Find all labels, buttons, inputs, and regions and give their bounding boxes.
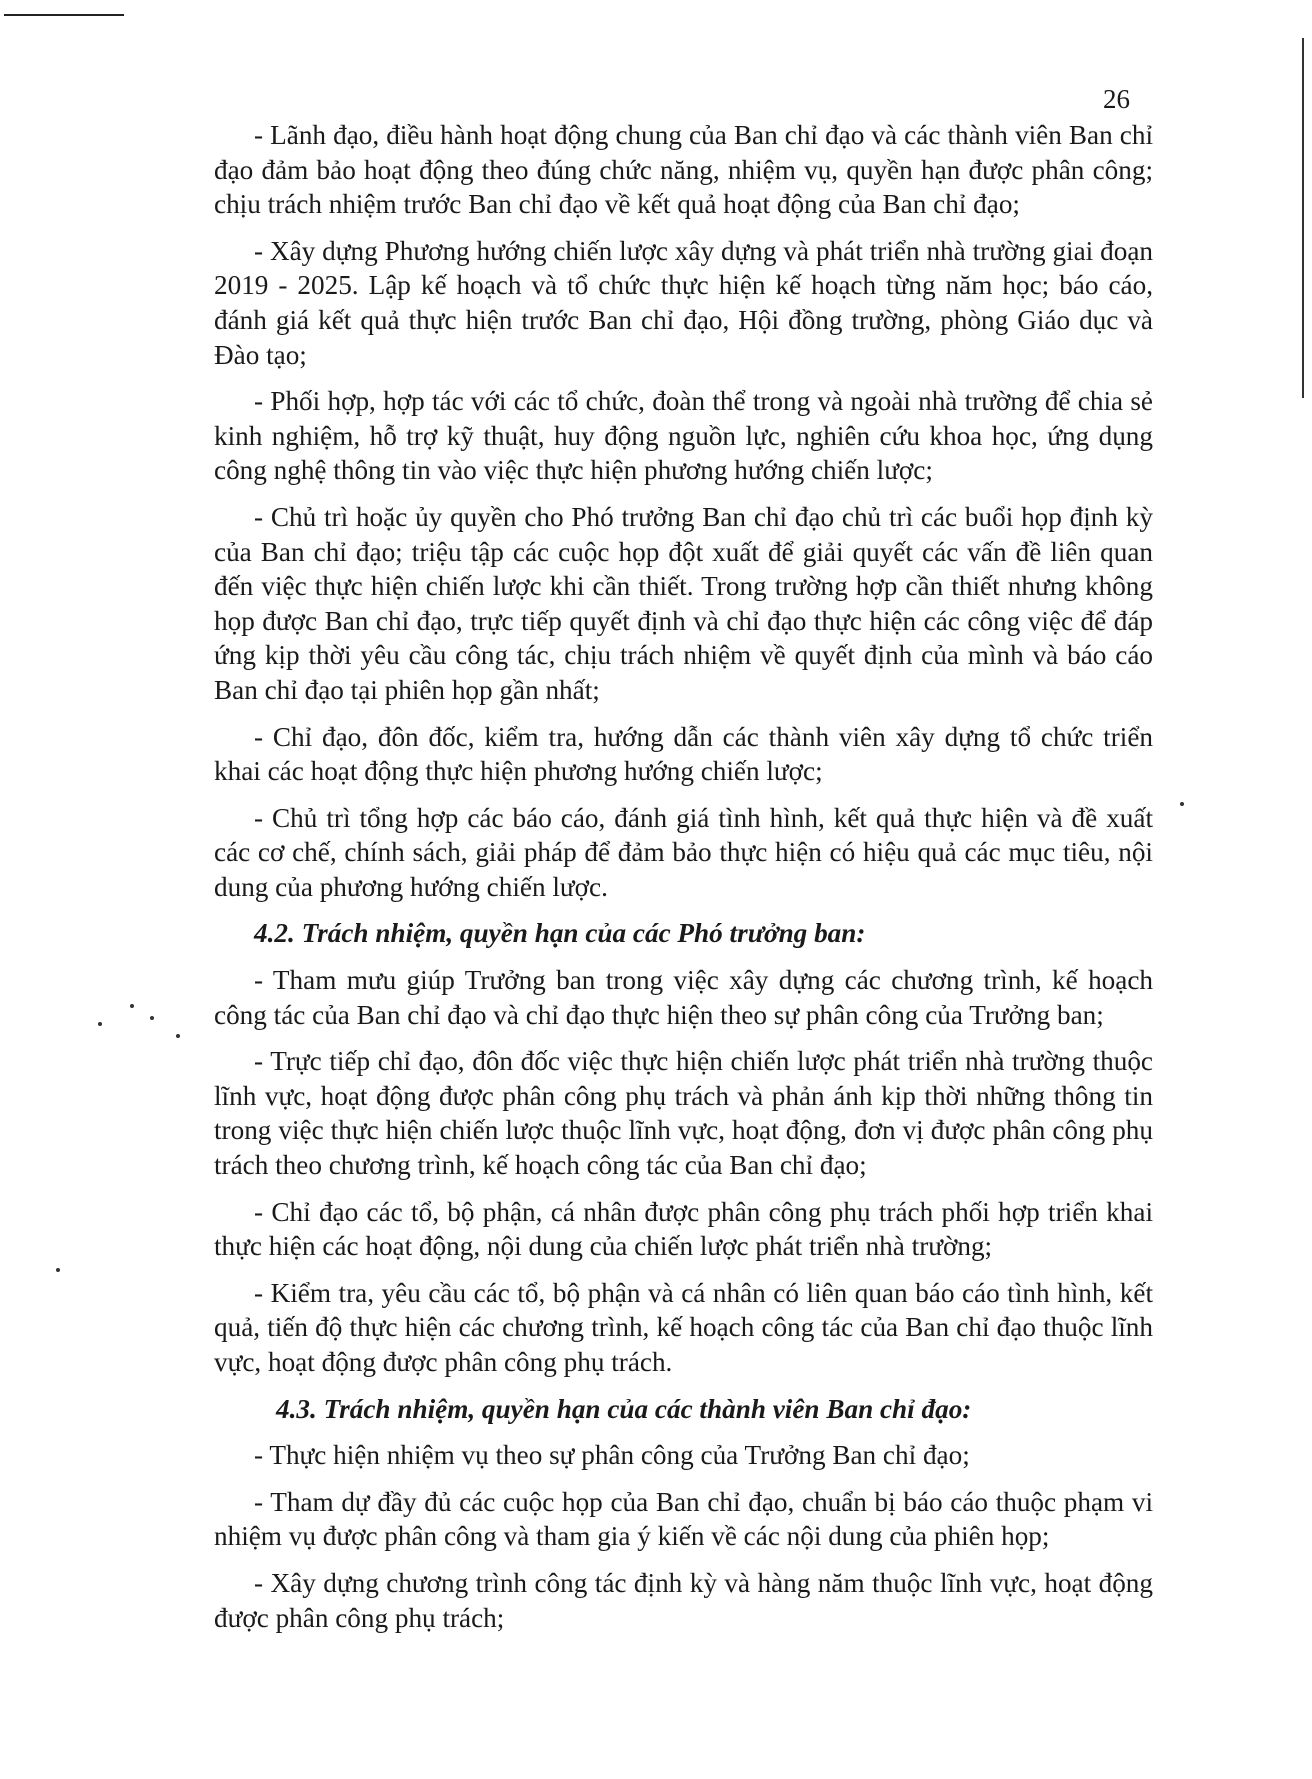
page-number: 26 <box>1103 84 1130 114</box>
paragraph: - Chỉ đạo, đôn đốc, kiểm tra, hướng dẫn các thành viên xây dựng tổ chức triển khai các hoạt động thực hiện phương hướng chiến lược; <box>214 721 1153 787</box>
paragraph: - Xây dựng chương trình công tác định kỳ và hàng năm thuộc lĩnh vực, hoạt động được phân công phụ trách; <box>214 1567 1153 1633</box>
scan-speck <box>98 1022 102 1026</box>
scan-edge-line-top <box>4 14 124 16</box>
paragraph: - Xây dựng Phương hướng chiến lược xây dựng và phát triển nhà trường giai đoạn 2019 - 2025. Lập kế hoạch và tổ chức thực hiện kế hoạch từng năm học; báo cáo, đánh giá kết quả thực hiện trước Ban chỉ đạo, Hội đồng trường, phòng Giáo dục và Đào tạo; <box>214 235 1153 370</box>
paragraph: - Tham mưu giúp Trưởng ban trong việc xây dựng các chương trình, kế hoạch công tác của Ban chỉ đạo và chỉ đạo thực hiện theo sự phân công của Trưởng ban; <box>214 965 1153 1030</box>
scan-speck <box>1180 802 1184 806</box>
paragraph: - Lãnh đạo, điều hành hoạt động chung của Ban chỉ đạo và các thành viên Ban chỉ đạo đảm bảo hoạt động theo đúng chức năng, nhiệm vụ, quyền hạn được phân công; chịu trách nhiệm trước Ban chỉ đạo về kết quả hoạt động của Ban chỉ đạo; <box>214 120 1153 220</box>
section-heading-4-2: 4.2. Trách nhiệm, quyền hạn của các Phó trưởng ban: <box>254 918 866 949</box>
paragraph: - Thực hiện nhiệm vụ theo sự phân công của Trưởng Ban chỉ đạo; <box>254 1440 970 1471</box>
scan-speck <box>150 1016 154 1020</box>
scan-speck <box>176 1034 180 1038</box>
paragraph: - Chủ trì tổng hợp các báo cáo, đánh giá tình hình, kết quả thực hiện và đề xuất các cơ chế, chính sách, giải pháp để đảm bảo thực hiện có hiệu quả các mục tiêu, nội dung của phương hướng chiến lược. <box>214 802 1153 902</box>
scan-edge-line-right <box>1302 38 1304 398</box>
paragraph: - Tham dự đầy đủ các cuộc họp của Ban chỉ đạo, chuẩn bị báo cáo thuộc phạm vi nhiệm vụ được phân công và tham gia ý kiến về các nội dung của phiên họp; <box>214 1486 1153 1552</box>
paragraph: - Phối hợp, hợp tác với các tổ chức, đoàn thể trong và ngoài nhà trường để chia sẻ kinh nghiệm, hỗ trợ kỹ thuật, huy động nguồn lực, nghiên cứu khoa học, ứng dụng công nghệ thông tin vào việc thực hiện phương hướng chiến lược; <box>214 386 1153 486</box>
scan-speck <box>56 1268 60 1272</box>
paragraph: - Kiểm tra, yêu cầu các tổ, bộ phận và cá nhân có liên quan báo cáo tình hình, kết quả, tiến độ thực hiện các chương trình, kế hoạch công tác của Ban chỉ đạo thuộc lĩnh vực, hoạt động được phân công phụ trách. <box>214 1277 1153 1377</box>
document-body <box>214 118 1153 1647</box>
paragraph: - Chỉ đạo các tổ, bộ phận, cá nhân được phân công phụ trách phối hợp triển khai thực hiện các hoạt động, nội dung của chiến lược phát triển nhà trường; <box>214 1196 1153 1262</box>
section-heading-4-3: 4.3. Trách nhiệm, quyền hạn của các thành viên Ban chỉ đạo: <box>276 1393 972 1424</box>
scan-speck <box>130 1004 134 1008</box>
paragraph: - Trực tiếp chỉ đạo, đôn đốc việc thực hiện chiến lược phát triển nhà trường thuộc lĩnh vực, hoạt động được phân công phụ trách và phản ánh kịp thời những thông tin trong việc thực hiện chiến lược thuộc lĩnh vực, hoạt động, đơn vị được phân công phụ trách theo chương trình, kế hoạch công tác của Ban chỉ đạo; <box>214 1046 1153 1181</box>
paragraph: - Chủ trì hoặc ủy quyền cho Phó trưởng Ban chỉ đạo chủ trì các buổi họp định kỳ của Ban chỉ đạo; triệu tập các cuộc họp đột xuất để giải quyết các vấn đề liên quan đến việc thực hiện chiến lược khi cần thiết. Trong trường hợp cần thiết nhưng không họp được Ban chỉ đạo, trực tiếp quyết định và chỉ đạo thực hiện các công việc để đáp ứng kịp thời yêu cầu công tác, chịu trách nhiệm về quyết định của mình và báo cáo Ban chỉ đạo tại phiên họp gần nhất; <box>214 501 1153 705</box>
